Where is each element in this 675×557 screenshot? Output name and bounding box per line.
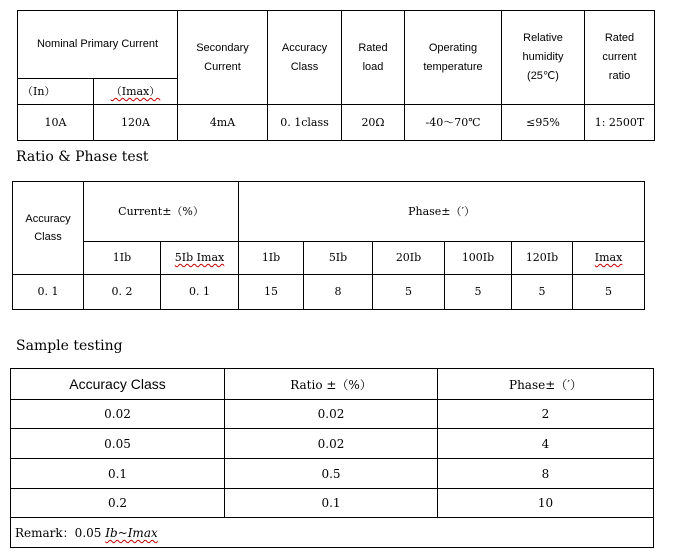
table-cell: 10: [438, 489, 654, 518]
table-cell: 5: [573, 275, 645, 310]
phase-header: Phase±（′）: [239, 182, 645, 242]
table-cell: 5: [373, 275, 445, 310]
table-cell: 0.1: [11, 459, 225, 489]
current-5ib-imax-subheader: 5Ib Imax: [161, 242, 239, 275]
rated-load-header: Rated load: [342, 11, 405, 105]
ratio-phase-table: [12, 181, 645, 310]
table-cell: 8: [438, 459, 654, 489]
current-header: Current±（%）: [84, 182, 239, 242]
phase-100ib-subheader: 100Ib: [445, 242, 512, 275]
sample-testing-table: [10, 368, 654, 548]
table-cell: 0. 2: [84, 275, 161, 310]
imax-value: 120A: [94, 105, 178, 141]
phase-1ib-subheader: 1Ib: [239, 242, 304, 275]
operating-temperature-value: -40～70℃: [405, 105, 502, 141]
table-cell: 15: [239, 275, 304, 310]
table-cell: 4: [438, 429, 654, 459]
table-cell: 0. 1: [161, 275, 239, 310]
table-cell: 0.1: [225, 489, 438, 518]
accuracy-class-header: Accuracy Class: [268, 11, 342, 105]
phase-header: Phase±（′）: [438, 369, 654, 400]
table-cell: 8: [304, 275, 373, 310]
remark: [11, 518, 654, 548]
accuracy-class-header: Accuracy Class: [11, 369, 225, 400]
ratio-header: Ratio ±（%）: [225, 369, 438, 400]
table-cell: 0.05: [11, 429, 225, 459]
in-subheader: （In）: [18, 79, 94, 105]
phase-5ib-subheader: 5Ib: [304, 242, 373, 275]
ratio-phase-heading: Ratio & Phase test: [16, 149, 149, 165]
in-value: 10A: [18, 105, 94, 141]
rated-current-ratio-header: Rated current ratio: [585, 11, 655, 105]
imax-subheader: （Imax）: [94, 79, 178, 105]
table-cell: 5: [512, 275, 573, 310]
table-cell: 0.5: [225, 459, 438, 489]
accuracy-class-header: Accuracy Class: [13, 182, 84, 275]
nominal-primary-current-header: Nominal Primary Current: [18, 11, 178, 79]
spec-table: [17, 10, 655, 141]
accuracy-class-value: 0. 1class: [268, 105, 342, 141]
table-cell: 0.02: [11, 400, 225, 429]
table-cell: 0.02: [225, 400, 438, 429]
secondary-current-value: 4mA: [178, 105, 268, 141]
operating-temperature-header: Operating temperature: [405, 11, 502, 105]
table-cell: 0.2: [11, 489, 225, 518]
table-cell: 5: [445, 275, 512, 310]
sample-testing-heading: Sample testing: [16, 338, 123, 354]
secondary-current-header: Secondary Current: [178, 11, 268, 105]
table-cell: 2: [438, 400, 654, 429]
table-cell: 0. 1: [13, 275, 84, 310]
phase-120ib-subheader: 120Ib: [512, 242, 573, 275]
remark-label: Remark：0.05: [15, 526, 106, 540]
current-1ib-subheader: 1Ib: [84, 242, 161, 275]
rated-current-ratio-value: 1: 2500T: [585, 105, 655, 141]
table-cell: 0.02: [225, 429, 438, 459]
remark-range: Ib~Imax: [105, 526, 158, 540]
rated-load-value: 20Ω: [342, 105, 405, 141]
relative-humidity-header: Relative humidity (25℃): [502, 11, 585, 105]
phase-imax-subheader: Imax: [573, 242, 645, 275]
relative-humidity-value: ≤95%: [502, 105, 585, 141]
phase-20ib-subheader: 20Ib: [373, 242, 445, 275]
